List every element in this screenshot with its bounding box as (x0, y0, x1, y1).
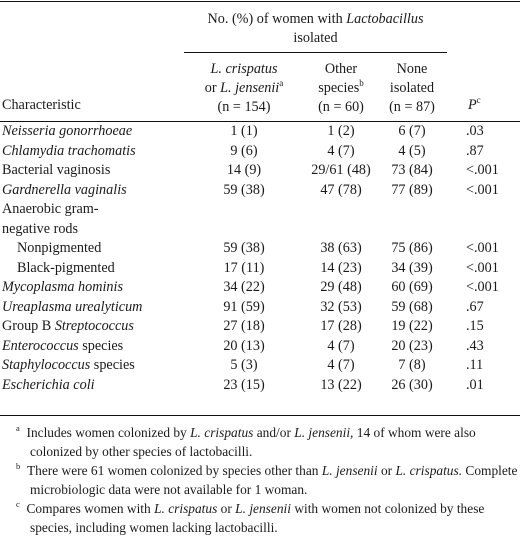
cell-none-isolated: 19 (22) (391, 318, 433, 334)
row-label-part: Staphylococcus (2, 357, 91, 373)
table-row (0, 202, 520, 221)
cell-none-isolated: 7 (8) (398, 357, 426, 373)
cell-p-value: <.001 (466, 279, 499, 295)
table-row (0, 319, 520, 338)
row-label-part: Group B (2, 318, 55, 334)
footnote-a-species1: L. crispatus (190, 425, 254, 440)
cell-none-isolated: 77 (89) (391, 181, 433, 198)
col1-line2-pre: or (204, 80, 221, 96)
row-label (17, 241, 101, 255)
column-header-none-isolated (378, 60, 446, 117)
footnote-a-species2: L. jensenii, (294, 425, 354, 440)
row-label (2, 339, 123, 353)
footnote-a (0, 424, 520, 461)
cell-crispatus-jensenii: 9 (6) (230, 142, 258, 159)
cell-crispatus-jensenii: 27 (18) (223, 318, 265, 334)
cell-p-value: <.001 (466, 162, 499, 178)
table-row (0, 241, 520, 260)
table-row (0, 261, 520, 280)
row-label-text: Black-pigmented (17, 259, 115, 276)
col3-n: (n = 87) (389, 99, 435, 115)
cell-none-isolated: 6 (7) (398, 123, 426, 139)
bottom-rule (0, 415, 520, 416)
row-label (2, 202, 99, 216)
col1-footnote-mark: a (279, 78, 284, 88)
cell-other-species: 38 (63) (320, 240, 362, 256)
col2-footnote-mark: b (359, 78, 364, 88)
footnote-c-text3: with women not colonized by these species, including women lacking lactobacilli. (30, 501, 485, 535)
cell-p-value: <.001 (466, 240, 499, 256)
row-label-part: Streptococcus (54, 318, 134, 334)
cell-other-species: 32 (53) (320, 298, 362, 315)
cell-crispatus-jensenii: 17 (11) (223, 259, 265, 276)
cell-none-isolated: 34 (39) (391, 259, 433, 276)
cell-none-isolated: 4 (5) (398, 142, 426, 159)
col2-line1: Other (324, 61, 358, 77)
cell-crispatus-jensenii: 5 (3) (230, 357, 258, 373)
cell-crispatus-jensenii: 59 (38) (223, 240, 265, 256)
cell-crispatus-jensenii: 1 (1) (230, 123, 258, 139)
row-label-text: Escherichia coli (2, 376, 95, 393)
table-row (0, 339, 520, 358)
cell-other-species: 17 (28) (320, 318, 362, 334)
cell-none-isolated: 26 (30) (391, 376, 433, 393)
row-label-text: Neisseria gonorrhoeae (2, 123, 133, 139)
cell-other-species: 29 (48) (320, 279, 362, 295)
table-row (0, 358, 520, 377)
column-header-other-species (304, 60, 378, 117)
footnote-a-text3: 14 of whom were also colonized by other species of lactobacilli. (30, 425, 476, 459)
cell-other-species: 29/61 (48) (311, 162, 371, 178)
p-footnote-mark: c (476, 95, 481, 105)
top-rule (0, 1, 520, 2)
cell-crispatus-jensenii: 20 (13) (223, 337, 265, 354)
row-label-text: Nonpigmented (17, 240, 102, 256)
col1-n: (n = 154) (217, 99, 271, 115)
footnotes (0, 424, 520, 538)
cell-crispatus-jensenii: 14 (9) (226, 162, 262, 178)
footnote-b-text2: or (377, 463, 396, 478)
cell-crispatus-jensenii: 34 (22) (223, 279, 265, 295)
row-label-text: Chlamydia trachomatis (2, 142, 136, 159)
table-row (0, 222, 520, 241)
row-label (2, 280, 123, 294)
cell-p-value: .11 (466, 357, 484, 373)
header-rule (0, 121, 520, 122)
footnote-a-mark: a (16, 423, 20, 433)
table-row (0, 300, 520, 319)
column-group-header (184, 10, 447, 48)
footnote-c-mark: c (16, 499, 20, 509)
footnote-b-mark: b (16, 461, 21, 471)
row-label-part: species (78, 337, 124, 354)
row-label-text: Mycoplasma hominis (2, 279, 123, 295)
footnote-c-text1: Compares women with (26, 501, 155, 516)
row-label-text: Anaerobic gram- (2, 201, 99, 217)
footnote-c-species2: L. jensenii (235, 501, 291, 516)
footnote-a-text2: and/or (253, 425, 295, 440)
row-label (2, 319, 134, 333)
column-header-p-value (468, 95, 481, 113)
col3-line1: None (396, 61, 428, 77)
table-row (0, 280, 520, 299)
row-label (2, 144, 136, 158)
row-label (2, 183, 127, 197)
cell-p-value: .43 (466, 337, 484, 354)
cell-other-species: 1 (2) (327, 123, 355, 139)
row-label (2, 163, 110, 177)
cell-p-value: .03 (466, 123, 484, 139)
cell-other-species: 4 (7) (327, 357, 355, 373)
table-row (0, 144, 520, 163)
footnote-a-text1: Includes women colonized by (26, 425, 191, 440)
cell-p-value: .15 (466, 318, 484, 334)
cell-crispatus-jensenii: 23 (15) (223, 376, 265, 393)
table-row (0, 124, 520, 143)
row-label-text: Ureaplasma urealyticum (2, 298, 143, 315)
table-row (0, 378, 520, 397)
row-label-part: species (90, 357, 135, 373)
col2-n: (n = 60) (318, 99, 364, 115)
cell-p-value: <.001 (466, 259, 499, 276)
cell-none-isolated: 73 (84) (391, 162, 433, 178)
footnote-b (0, 462, 520, 499)
group-header-genus: Lactobacillus (346, 11, 424, 27)
footnote-b-text3: Complete microbiologic data were not available for 1 woman. (30, 463, 518, 497)
cell-p-value: .01 (466, 376, 484, 393)
column-header-characteristic: Characteristic (2, 97, 81, 113)
cell-none-isolated: 59 (68) (391, 298, 433, 315)
footnote-c-text2: or (217, 501, 236, 516)
table-row (0, 163, 520, 182)
cell-other-species: 14 (23) (320, 259, 362, 276)
cell-none-isolated: 75 (86) (391, 240, 433, 256)
row-label-part: Enterococcus (2, 337, 79, 354)
cell-p-value: .87 (466, 142, 484, 159)
table-row (0, 183, 520, 202)
footnote-b-species2: L. crispatus. (395, 463, 463, 478)
cell-other-species: 4 (7) (327, 142, 355, 159)
row-label (2, 124, 132, 138)
row-label-text: Gardnerella vaginalis (2, 181, 127, 198)
col3-line2: isolated (389, 80, 435, 96)
row-label (2, 358, 135, 372)
row-label-text: Bacterial vaginosis (2, 162, 111, 178)
col1-line1: L. crispatus (210, 61, 278, 77)
cell-other-species: 4 (7) (327, 337, 355, 354)
cell-none-isolated: 60 (69) (391, 279, 433, 295)
row-label (2, 378, 95, 392)
group-header-prefix: No. (%) of women with (207, 11, 347, 27)
footnote-c (0, 500, 520, 537)
footnote-c-species1: L. crispatus (154, 501, 218, 516)
cell-other-species: 47 (78) (320, 181, 362, 198)
cell-p-value: .67 (466, 298, 484, 315)
cell-none-isolated: 20 (23) (391, 337, 433, 354)
cell-crispatus-jensenii: 59 (38) (223, 181, 265, 198)
group-underline (184, 52, 447, 53)
col2-line2: species (318, 80, 360, 96)
cell-p-value: <.001 (466, 181, 499, 198)
footnote-b-species1: L. jensenii (321, 463, 378, 478)
column-header-crispatus-jensenii (184, 60, 304, 117)
row-label-text: negative rods (2, 220, 79, 237)
col1-line2-it: L. jensenii (220, 80, 280, 96)
footnote-b-text1: There were 61 women colonized by species other than (26, 463, 322, 478)
cell-other-species: 13 (22) (320, 376, 362, 393)
cell-crispatus-jensenii: 91 (59) (223, 298, 265, 315)
p-label: P (468, 97, 477, 113)
row-label (2, 222, 78, 236)
row-label (17, 261, 115, 275)
group-header-suffix: isolated (293, 30, 338, 46)
row-label (2, 300, 142, 314)
